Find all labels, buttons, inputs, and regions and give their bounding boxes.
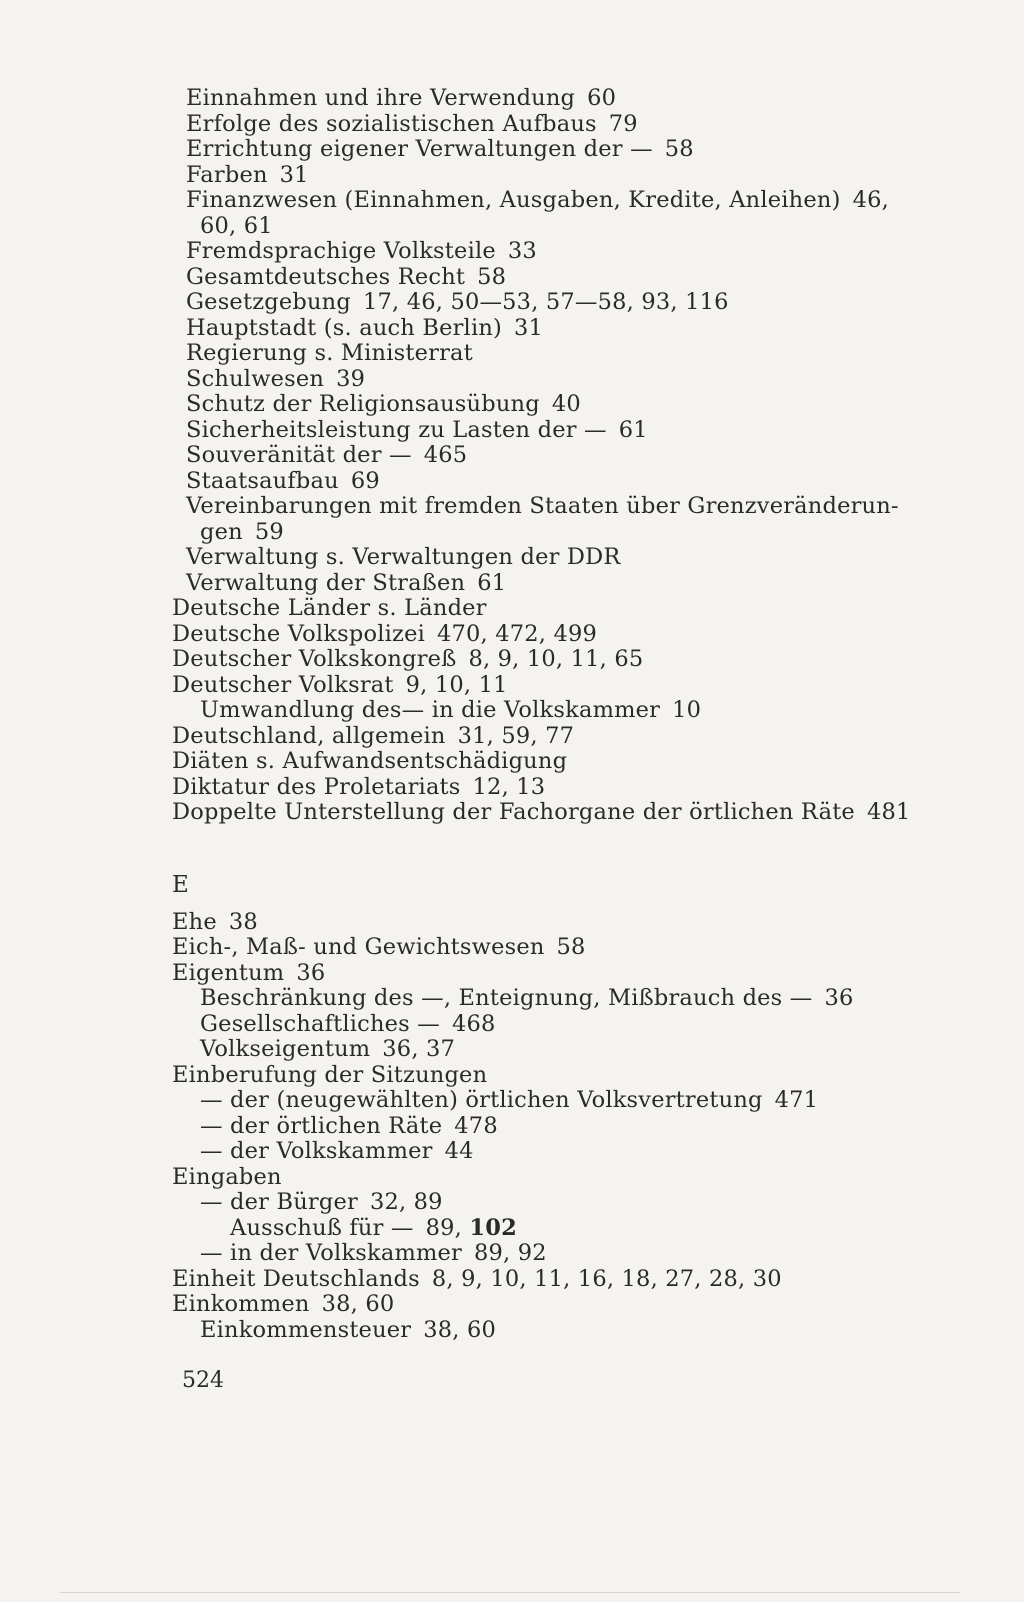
section-gap [172,898,932,910]
index-entry-continuation: gen 59 [200,518,284,545]
page-refs: 17, 46, 50—53, 57—58, 93, 116 [362,289,729,315]
page-refs: 89, [425,1214,470,1241]
index-entries [172,86,932,1343]
index-entry: Gesetzgebung 17, 46, 50—53, 57—58, 93, 116 [186,289,729,315]
page-refs: 44 [444,1138,474,1164]
index-entry: Deutschland, allgemein 31, 59, 77 [172,722,575,749]
page-refs: 59 [254,518,284,545]
index-entry: Fremdsprachige Volksteile 33 [186,238,537,264]
page-refs: 31 [279,161,309,188]
page-refs: 31, 59, 77 [457,722,575,749]
index-entry: Sicherheitsleistung zu Lasten der — 61 [186,416,648,443]
page-refs: 60 [587,85,617,111]
page-refs: 38 [228,908,258,935]
index-entry: Ehe 38 [172,908,258,935]
section-letter-e: E [172,871,189,898]
index-entry: — in der Volkskammer 89, 92 [200,1240,547,1266]
page-refs: 36 [296,959,326,986]
page-refs: 478 [454,1112,498,1139]
index-entry: Eigentum 36 [172,959,326,986]
page-refs: 36 [824,985,854,1011]
page-refs: 481 [866,799,911,825]
index-entry: Erfolge des sozialistischen Aufbaus 79 [186,110,638,137]
index-entry: Schulwesen 39 [186,365,366,392]
page-refs: 58 [477,263,507,290]
page-refs: 470, 472, 499 [437,620,598,647]
index-entry: Doppelte Unterstellung der Fachorgane der örtlichen Räte 481 [172,799,911,825]
index-entry: Deutscher Volkskongreß 8, 9, 10, 11, 65 [172,646,644,672]
index-entry: Beschränkung des —, Enteignung, Mißbrauch des — 36 [200,985,854,1011]
index-entry: Gesellschaftliches — 468 [200,1010,496,1037]
index-entry: Schutz der Religionsausübung 40 [186,391,581,417]
page-refs: 32, 89 [369,1189,443,1215]
index-entry: Souveränität der — 465 [186,442,468,468]
index-entry: Errichtung eigener Verwaltungen der — 58 [186,136,694,162]
index-entry: Diktatur des Proletariats 12, 13 [172,773,546,800]
page-refs: 58 [664,136,694,162]
page-refs: 8, 9, 10, 11, 16, 18, 27, 28, 30 [431,1265,782,1292]
index-entry: Deutscher Volksrat 9, 10, 11 [172,671,508,698]
index-entry: Finanzwesen (Einnahmen, Ausgaben, Kredite, Anleihen) 46, [186,187,889,213]
index-entry: — der Volkskammer 44 [200,1138,474,1164]
index-entry-continuation: 60, 61 [200,212,273,239]
page-refs: 468 [451,1010,496,1037]
index-entry: Verwaltung s. Verwaltungen der DDR [186,544,621,570]
index-entry: Einnahmen und ihre Verwendung 60 [186,85,617,111]
index-entry: Ausschuß für — 89, 102 [230,1214,517,1241]
page-refs: 31 [514,314,544,341]
page-refs: 9, 10, 11 [405,671,508,698]
index-entry: — der örtlichen Räte 478 [200,1112,498,1139]
page-refs: 8, 9, 10, 11, 65 [468,646,644,672]
page-refs: 61 [618,416,648,443]
page-refs: 38, 60 [321,1291,395,1317]
page-refs: 69 [350,467,380,494]
index-entry: Deutsche Länder s. Länder [172,595,487,621]
index-entry: — der (neugewählten) örtlichen Volksvertretung 471 [200,1087,819,1113]
index-entry: Einheit Deutschlands 8, 9, 10, 11, 16, 18, 27, 28, 30 [172,1265,782,1292]
page-refs: 12, 13 [472,773,546,800]
section-gap [172,826,932,872]
index-entry: — der Bürger 32, 89 [200,1189,443,1215]
index-entry: Volkseigentum 36, 37 [200,1036,456,1062]
index-entry: Einberufung der Sitzungen [172,1061,488,1088]
index-entry: Eingaben [172,1163,282,1190]
index-entry: Hauptstadt (s. auch Berlin) 31 [186,314,544,341]
page-refs: 36, 37 [382,1036,456,1062]
page-refs: 61 [477,569,507,596]
index-entry: Einkommensteuer 38, 60 [200,1316,497,1343]
page-number: 524 [182,1368,224,1393]
index-entry: Farben 31 [186,161,309,188]
page-refs: 46, [852,187,889,213]
index-entry: Vereinbarungen mit fremden Staaten über Grenzveränderun- [186,493,899,519]
page-refs: 38, 60 [423,1316,497,1343]
page-refs: 465 [423,442,468,468]
page-refs: 40 [551,391,581,417]
page-refs: 33 [507,238,537,264]
page-refs: 471 [774,1087,819,1113]
index-entry: Regierung s. Ministerrat [186,340,473,366]
page-refs: 58 [556,934,586,960]
index-entry: Staatsaufbau 69 [186,467,380,494]
index-entry: Deutsche Volkspolizei 470, 472, 499 [172,620,598,647]
page-refs: 89, 92 [474,1240,547,1266]
page-ref-bold: 102 [469,1214,517,1241]
index-entry: Gesamtdeutsches Recht 58 [186,263,507,290]
page-refs: 10 [672,697,702,723]
index-entry: Umwandlung des— in die Volkskammer 10 [200,697,702,723]
index-entry: Diäten s. Aufwandsentschädigung [172,748,568,774]
scan-edge [60,1592,960,1593]
page-refs: 39 [336,365,366,392]
index-entry: Einkommen 38, 60 [172,1291,395,1317]
page-refs: 79 [608,110,638,137]
index-entry: Eich-, Maß- und Gewichtswesen 58 [172,934,586,960]
index-entry: Verwaltung der Straßen 61 [186,569,507,596]
